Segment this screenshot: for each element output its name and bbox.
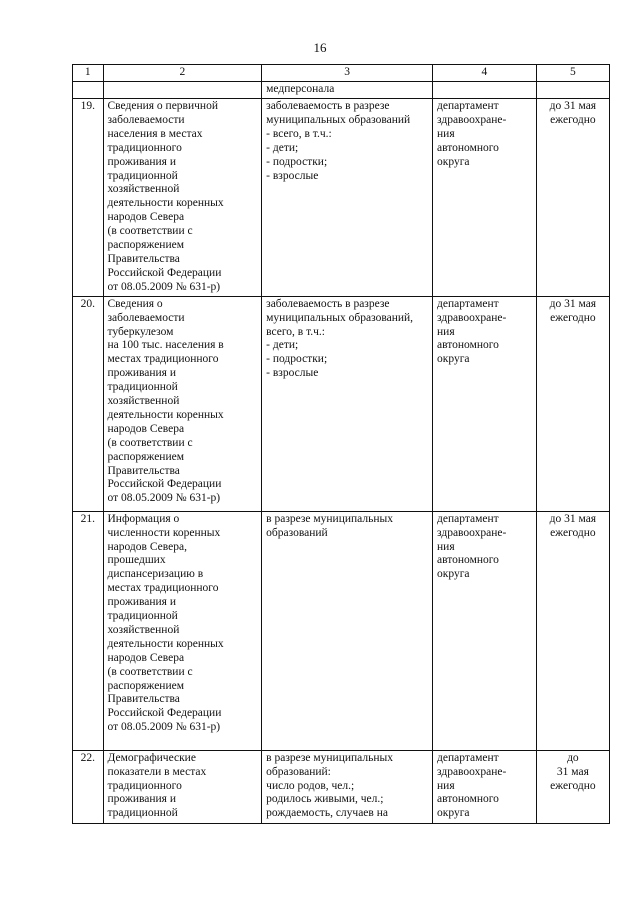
responsible-cell: департамент здравоохране- ния автономного округа [433, 296, 537, 511]
report-name-cell: Сведения о заболеваемости туберкулезом на 100 тыс. населения в местах традиционного проживания и традиционной хозяйственной деятельности коренных народов Севера (в соответствии с распоряжением Правительства Российской Федерации от 08.05.2009 № 631-р) [103, 296, 262, 511]
table-cell [536, 82, 609, 99]
table-row [73, 750, 610, 823]
table-row [73, 99, 610, 297]
report-content-cell: заболеваемость в разрезе муниципальных образований - всего, в т.ч.: - дети; - подростки; - взрослые [262, 99, 433, 297]
report-content-cell: заболеваемость в разрезе муниципальных образований, всего, в т.ч.: - дети; - подростки; - взрослые [262, 296, 433, 511]
table-cell [103, 82, 262, 99]
continuation-row [73, 82, 610, 99]
column-header: 5 [536, 65, 609, 82]
report-content-cell: в разрезе муниципальных образований [262, 511, 433, 750]
page-number: 16 [313, 40, 327, 55]
due-date-cell: до 31 мая ежегодно [536, 296, 609, 511]
report-name-cell: Сведения о первичной заболеваемости населения в местах традиционного проживания и традиционной хозяйственной деятельности коренных народов Севера (в соответствии с распоряжением Правительства Российской Федерации от 08.05.2009 № 631-р) [103, 99, 262, 297]
table-cell: медперсонала [262, 82, 433, 99]
row-number: 20. [73, 296, 104, 511]
due-date-cell: до 31 мая ежегодно [536, 750, 609, 823]
responsible-cell: департамент здравоохране- ния автономного округа [433, 750, 537, 823]
table-row [73, 511, 610, 750]
responsible-cell: департамент здравоохране- ния автономного округа [433, 511, 537, 750]
due-date-cell: до 31 мая ежегодно [536, 99, 609, 297]
responsible-cell: департамент здравоохране- ния автономного округа [433, 99, 537, 297]
report-content-cell: в разрезе муниципальных образований: число родов, чел.; родилось живыми, чел.; рождаемость, случаев на [262, 750, 433, 823]
column-number-header [73, 65, 610, 82]
column-header: 3 [262, 65, 433, 82]
column-header: 1 [73, 65, 104, 82]
table-cell [73, 82, 104, 99]
row-number: 19. [73, 99, 104, 297]
row-number: 21. [73, 511, 104, 750]
document-table [72, 64, 610, 824]
report-name-cell: Демографические показатели в местах традиционного проживания и традиционной [103, 750, 262, 823]
table-row [73, 296, 610, 511]
report-name-cell: Информация о численности коренных народов Севера, прошедших диспансеризацию в местах традиционного проживания и традиционной хозяйственной деятельности коренных народов Севера (в соответствии с распоряжением Правительства Российской Федерации от 08.05.2009 № 631-р) [103, 511, 262, 750]
table-cell [433, 82, 537, 99]
row-number: 22. [73, 750, 104, 823]
column-header: 2 [103, 65, 262, 82]
column-header: 4 [433, 65, 537, 82]
due-date-cell: до 31 мая ежегодно [536, 511, 609, 750]
